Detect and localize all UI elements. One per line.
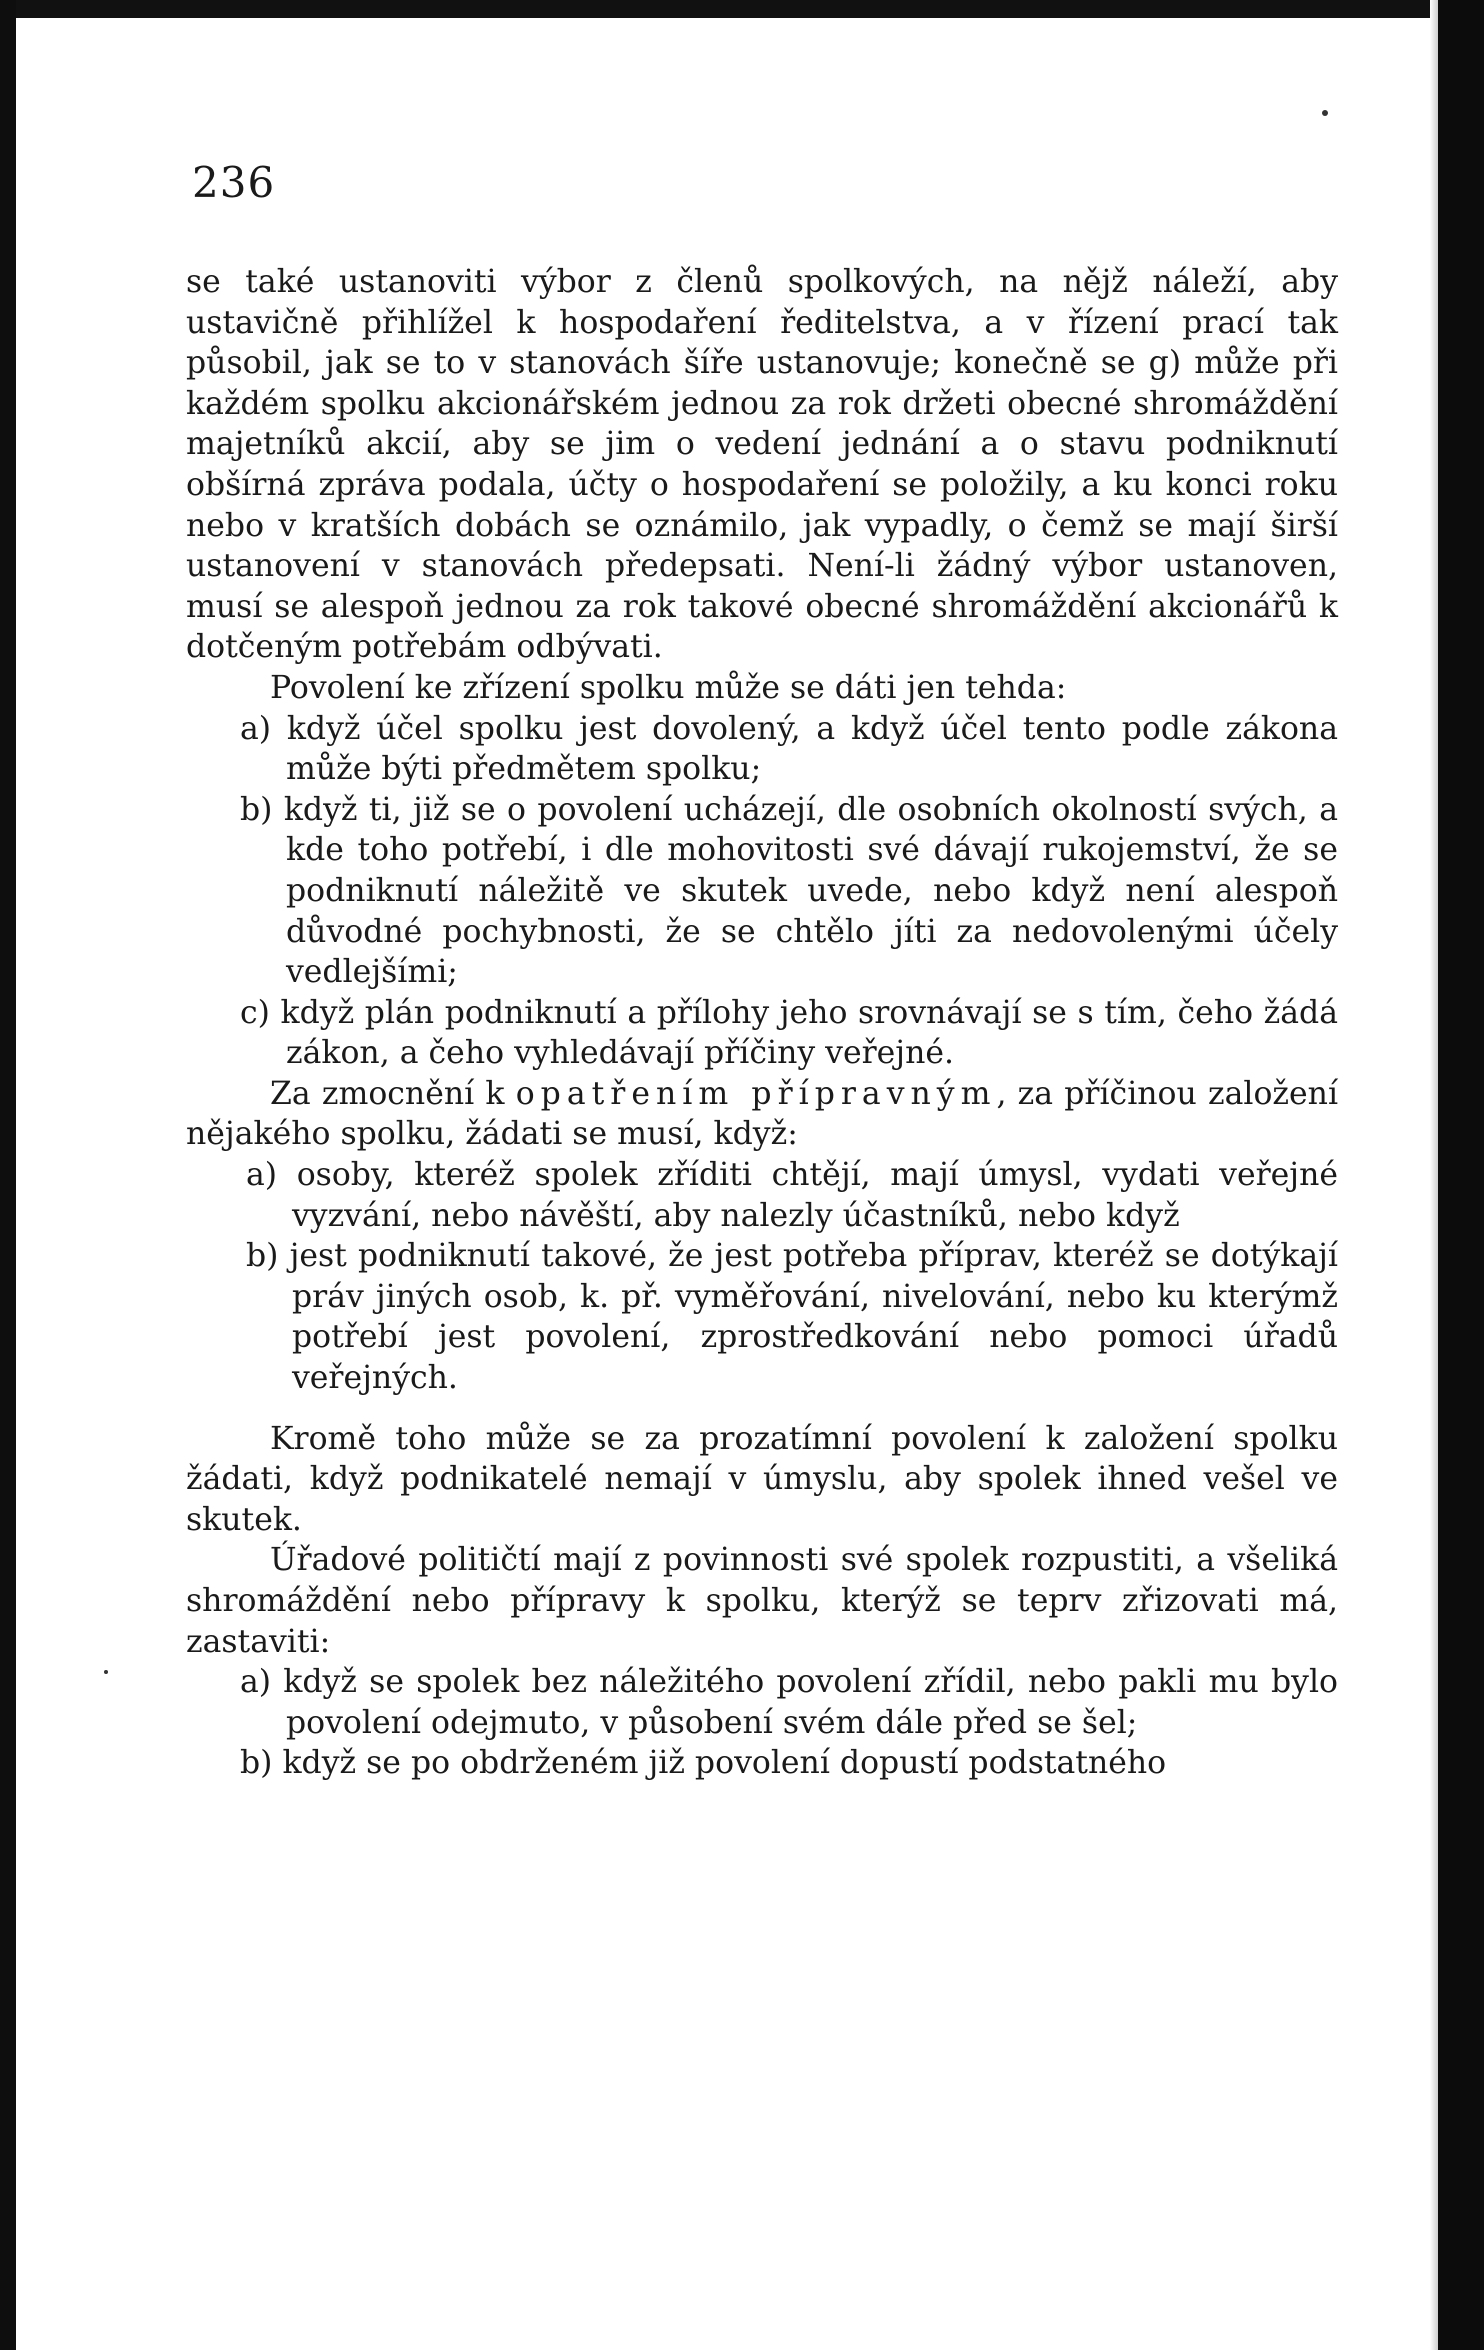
page-number: 236 bbox=[192, 158, 276, 207]
list-item: b) když ti, již se o povolení ucházejí, dle osobních okolností svých, a kde toho potřebí, i dle mohovitosti své dávají rukojemství, že se podniknutí náležitě ve skutek uvede, nebo když není alespoň důvodné pochybnosti, že se chtělo jíti za nedovolenými účely vedlejšími; bbox=[240, 791, 1338, 991]
list-item: a) když se spolek bez náležitého povolení zřídil, nebo pakli mu bylo povolení odejmuto, v působení svém dále před se šel; bbox=[240, 1664, 1338, 1741]
spaced-emphasis: opatřením přípravným bbox=[515, 1075, 997, 1112]
scan-border-top bbox=[0, 0, 1484, 18]
paragraph: Úřadové političtí mají z povinnosti své spolek rozpustiti, a všeliká shromáždění nebo přípravy k spolku, kterýž se teprv zřizovati má, zastaviti: bbox=[186, 1542, 1338, 1660]
paragraph-start: Za zmocnění k bbox=[270, 1075, 516, 1112]
list-item: b) jest podniknutí takové, že jest potřeba příprav, kteréž se dotýkají práv jiných osob, k. př. vyměřování, nivelování, nebo ku kterýmž potřebí jest povolení, zprostředkování nebo pomoci úřadů veřejných. bbox=[246, 1238, 1338, 1397]
paragraph: Povolení ke zřízení spolku může se dáti jen tehda: bbox=[270, 669, 1067, 706]
paragraph: se také ustanoviti výbor z členů spolkových, na nějž náleží, aby ustavičně přihlížel k hospodaření ředitelstva, a v řízení prací tak působil, jak se to v stanovách šíře ustanovuje; konečně se g) může při každém spolku akcionářském jednou za rok držeti obecné shromáždění majetníků akcií, aby se jim o vedení jednání a o stavu podniknutí obšírná zpráva podala, účty o hospodaření se položily, a ku konci roku nebo v kratších dobách se oznámilo, jak vypadly, o čemž se mají širší ustanovení v stanovách předepsati. Není-li žádný výbor ustanoven, musí se alespoň jednou za rok takové obecné shromáždění akcionářů k dotčeným potřebám odbývati. bbox=[186, 264, 1338, 666]
list-item: b) když se po obdrženém již povolení dopustí podstatného bbox=[240, 1745, 1167, 1782]
list-item: a) když účel spolku jest dovolený, a když účel tento podle zákona může býti předmětem spolku; bbox=[240, 710, 1338, 788]
speck bbox=[1322, 110, 1328, 116]
list-item: c) když plán podniknutí a přílohy jeho srovnávají se s tím, čeho žádá zákon, a čeho vyhledávají příčiny veřejné. bbox=[240, 994, 1338, 1072]
page-text bbox=[186, 262, 1338, 1784]
scan-border-right bbox=[1438, 0, 1484, 2350]
paragraph-gap bbox=[186, 1399, 1338, 1419]
speck bbox=[104, 1670, 108, 1674]
paragraph: Kromě toho může se za prozatímní povolení k založení spolku žádati, když podnikatelé nemají v úmyslu, aby spolek ihned vešel ve skutek. bbox=[186, 1420, 1338, 1538]
paragraph-end: , za příčinou založení nějakého spolku, žádati se musí, když: bbox=[186, 1075, 1339, 1153]
list-item: a) osoby, kteréž spolek zříditi chtějí, mají úmysl, vydati veřejné vyzvání, nebo návěští, aby nalezly účastníků, nebo když bbox=[246, 1157, 1338, 1234]
page-fold-shadow bbox=[1430, 0, 1438, 2350]
scan-border-left bbox=[0, 0, 16, 2350]
paragraph bbox=[186, 1074, 1338, 1155]
